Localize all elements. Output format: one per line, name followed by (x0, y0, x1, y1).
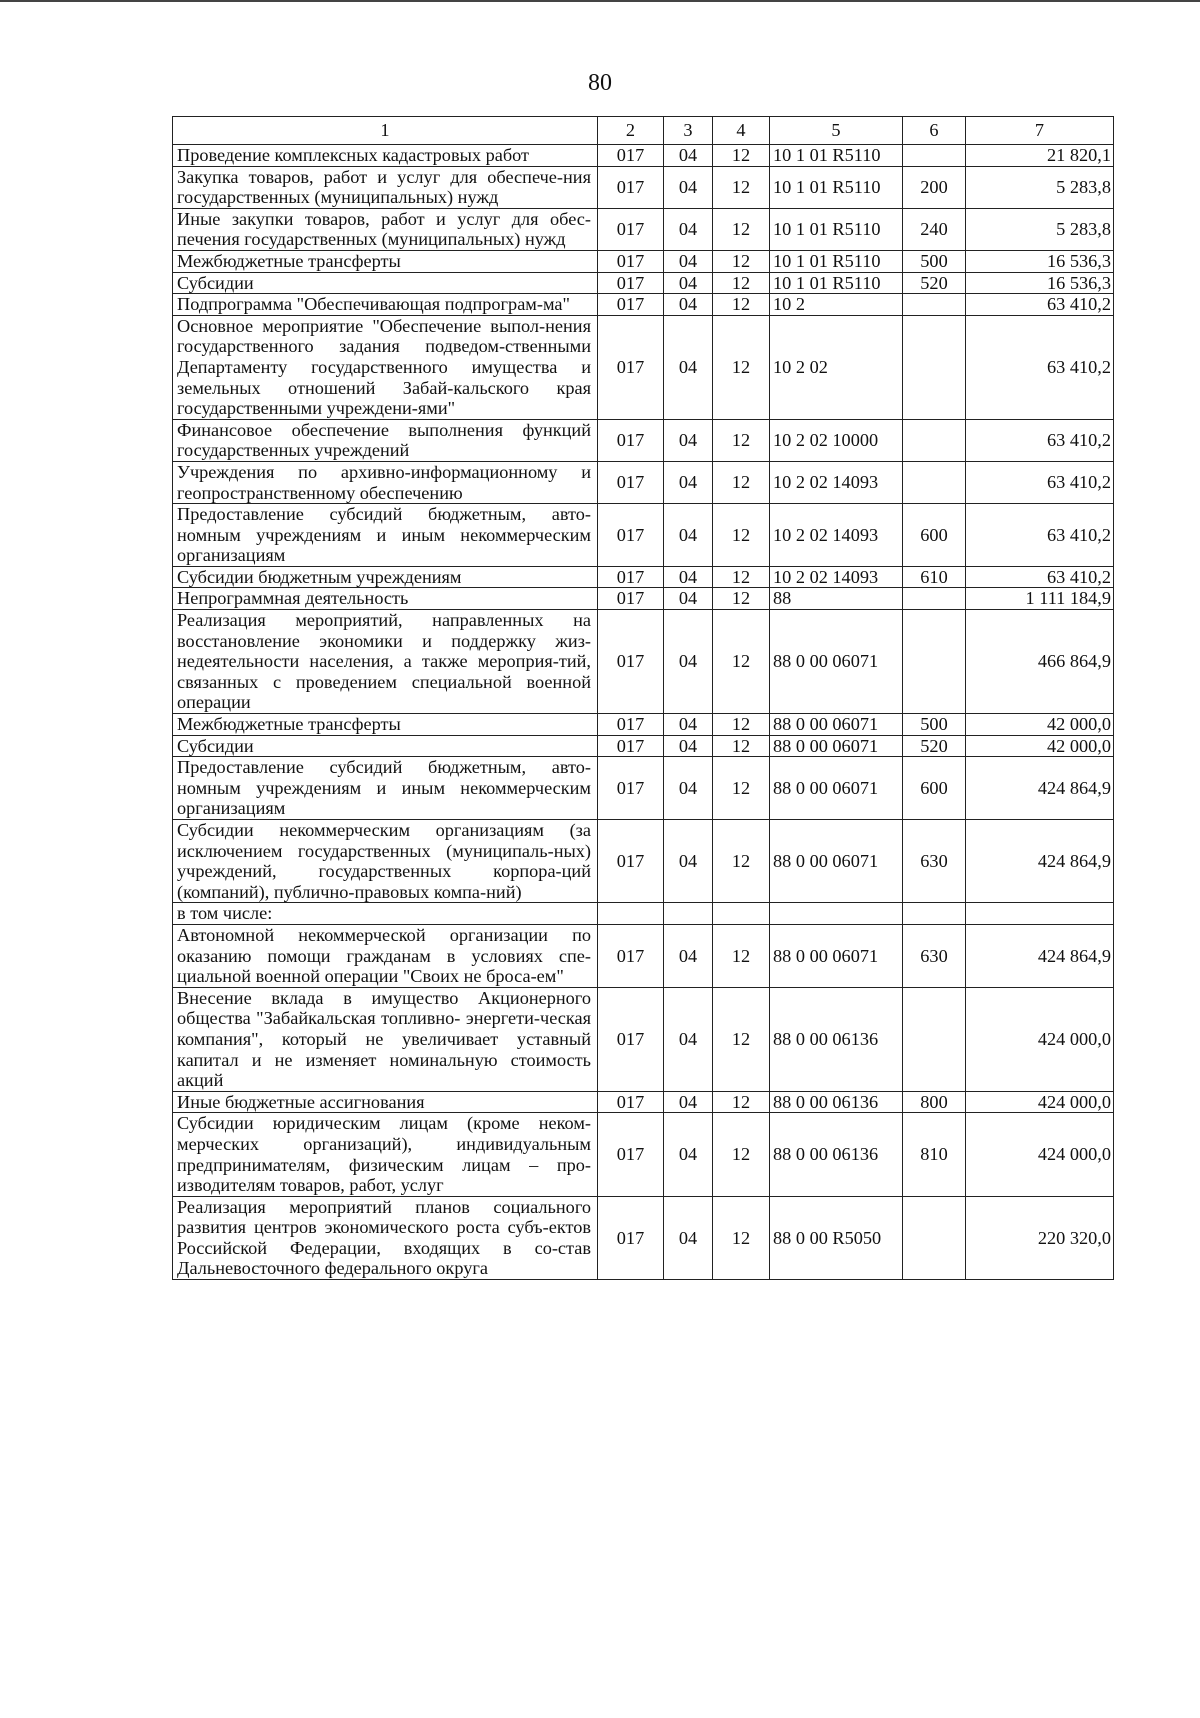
cell-col-5: 88 0 00 06071 (770, 757, 903, 820)
cell-col-4: 12 (713, 714, 770, 736)
cell-col-6: 630 (903, 820, 966, 903)
cell-name: Автономной некоммерческой организации по оказанию помощи гражданам в условиях спе-циальной военной операции "Своих не броса-ем" (173, 924, 598, 987)
cell-col-7: 1 111 184,9 (966, 588, 1114, 610)
cell-col-3: 04 (664, 166, 713, 208)
cell-col-6 (903, 610, 966, 714)
cell-col-6: 600 (903, 504, 966, 567)
table-row (173, 757, 1114, 820)
cell-col-2: 017 (598, 504, 664, 567)
cell-col-2: 017 (598, 250, 664, 272)
cell-col-2: 017 (598, 987, 664, 1091)
cell-name: Межбюджетные трансферты (173, 250, 598, 272)
cell-col-4: 12 (713, 145, 770, 167)
table-row (173, 208, 1114, 250)
cell-col-6: 810 (903, 1113, 966, 1196)
cell-col-2: 017 (598, 735, 664, 757)
table-row (173, 250, 1114, 272)
cell-col-6: 630 (903, 924, 966, 987)
cell-col-2: 017 (598, 1091, 664, 1113)
cell-col-4: 12 (713, 757, 770, 820)
cell-col-6: 520 (903, 735, 966, 757)
header-col-2: 2 (598, 117, 664, 145)
cell-col-5: 10 2 02 14093 (770, 504, 903, 567)
table-row (173, 1091, 1114, 1113)
cell-col-3: 04 (664, 461, 713, 503)
cell-col-6 (903, 987, 966, 1091)
cell-col-4: 12 (713, 566, 770, 588)
cell-name: Основное мероприятие "Обеспечение выпол-нения государственного задания подведом-ственными Департаменту государственного имущества и земельных отношений Забай-кальского края государственными учреждени-ями" (173, 315, 598, 419)
cell-col-7: 63 410,2 (966, 566, 1114, 588)
cell-col-2: 017 (598, 820, 664, 903)
cell-col-4: 12 (713, 315, 770, 419)
cell-name: Внесение вклада в имущество Акционерного общества "Забайкальская топливно- энергети-ческая компания", который не увеличивает уставный капитал и не изменяет номинальную стоимость акций (173, 987, 598, 1091)
cell-col-7: 21 820,1 (966, 145, 1114, 167)
cell-col-6: 200 (903, 166, 966, 208)
cell-col-4: 12 (713, 461, 770, 503)
table-row (173, 315, 1114, 419)
cell-col-5: 10 2 02 10000 (770, 419, 903, 461)
cell-col-4: 12 (713, 504, 770, 567)
budget-table (172, 116, 1114, 1280)
cell-col-3: 04 (664, 1196, 713, 1279)
cell-col-4: 12 (713, 924, 770, 987)
cell-name: Проведение комплексных кадастровых работ (173, 145, 598, 167)
cell-col-5: 88 (770, 588, 903, 610)
cell-col-2: 017 (598, 714, 664, 736)
cell-col-5: 10 1 01 R5110 (770, 145, 903, 167)
table-row (173, 735, 1114, 757)
table-row (173, 272, 1114, 294)
cell-col-5: 88 0 00 06071 (770, 714, 903, 736)
cell-col-3: 04 (664, 1091, 713, 1113)
cell-col-3: 04 (664, 924, 713, 987)
table-row (173, 924, 1114, 987)
cell-col-3: 04 (664, 419, 713, 461)
cell-name: Непрограммная деятельность (173, 588, 598, 610)
cell-col-4: 12 (713, 166, 770, 208)
cell-col-2: 017 (598, 461, 664, 503)
cell-col-7: 5 283,8 (966, 208, 1114, 250)
cell-name: Межбюджетные трансферты (173, 714, 598, 736)
cell-col-2: 017 (598, 1196, 664, 1279)
cell-col-4: 12 (713, 588, 770, 610)
table-row (173, 419, 1114, 461)
cell-col-5: 10 2 (770, 294, 903, 316)
header-col-4: 4 (713, 117, 770, 145)
cell-col-6 (903, 588, 966, 610)
header-col-7: 7 (966, 117, 1114, 145)
cell-col-4 (713, 903, 770, 925)
cell-col-3: 04 (664, 294, 713, 316)
cell-col-5: 88 0 00 06136 (770, 1091, 903, 1113)
cell-col-6: 240 (903, 208, 966, 250)
cell-col-2: 017 (598, 588, 664, 610)
cell-col-7: 424 864,9 (966, 924, 1114, 987)
cell-col-4: 12 (713, 250, 770, 272)
cell-col-6: 520 (903, 272, 966, 294)
cell-col-2: 017 (598, 272, 664, 294)
cell-col-4: 12 (713, 1196, 770, 1279)
cell-col-4: 12 (713, 419, 770, 461)
cell-col-4: 12 (713, 272, 770, 294)
cell-col-5 (770, 903, 903, 925)
cell-name: Иные бюджетные ассигнования (173, 1091, 598, 1113)
cell-col-4: 12 (713, 1113, 770, 1196)
cell-col-5: 88 0 00 06071 (770, 820, 903, 903)
cell-col-5: 88 0 00 06071 (770, 735, 903, 757)
header-row (173, 117, 1114, 145)
cell-col-6 (903, 294, 966, 316)
cell-col-3: 04 (664, 145, 713, 167)
cell-col-3: 04 (664, 588, 713, 610)
cell-col-5: 88 0 00 06136 (770, 987, 903, 1091)
cell-name: в том числе: (173, 903, 598, 925)
cell-col-4: 12 (713, 610, 770, 714)
cell-col-7: 63 410,2 (966, 315, 1114, 419)
cell-col-2: 017 (598, 419, 664, 461)
cell-col-6: 800 (903, 1091, 966, 1113)
cell-col-3: 04 (664, 714, 713, 736)
cell-col-4: 12 (713, 987, 770, 1091)
cell-col-6 (903, 419, 966, 461)
cell-col-5: 88 0 00 06071 (770, 924, 903, 987)
cell-col-3: 04 (664, 250, 713, 272)
cell-name: Субсидии (173, 272, 598, 294)
cell-col-7: 63 410,2 (966, 461, 1114, 503)
cell-col-4: 12 (713, 208, 770, 250)
cell-col-2: 017 (598, 294, 664, 316)
cell-name: Учреждения по архивно-информационному и геопространственному обеспечению (173, 461, 598, 503)
cell-col-3: 04 (664, 504, 713, 567)
cell-col-3: 04 (664, 735, 713, 757)
cell-col-5: 10 2 02 14093 (770, 566, 903, 588)
table-row (173, 903, 1114, 925)
cell-col-3: 04 (664, 987, 713, 1091)
cell-col-7: 42 000,0 (966, 714, 1114, 736)
cell-col-3: 04 (664, 208, 713, 250)
cell-col-7: 424 000,0 (966, 1091, 1114, 1113)
header-col-5: 5 (770, 117, 903, 145)
cell-name: Субсидии юридическим лицам (кроме неком-мерческих организаций), индивидуальным предпринимателям, физическим лицам – про-изводителям товаров, работ, услуг (173, 1113, 598, 1196)
cell-col-2: 017 (598, 166, 664, 208)
table-row (173, 294, 1114, 316)
cell-col-5: 10 1 01 R5110 (770, 250, 903, 272)
cell-col-7: 42 000,0 (966, 735, 1114, 757)
cell-name: Субсидии некоммерческим организациям (за исключением государственных (муниципаль-ных) учреждений, государственных корпора-ций (компаний), публично-правовых компа-ний) (173, 820, 598, 903)
cell-col-2: 017 (598, 208, 664, 250)
cell-col-5: 10 1 01 R5110 (770, 166, 903, 208)
cell-col-5: 10 1 01 R5110 (770, 272, 903, 294)
cell-col-2: 017 (598, 757, 664, 820)
cell-name: Закупка товаров, работ и услуг для обеспече-ния государственных (муниципальных) нужд (173, 166, 598, 208)
cell-col-7: 16 536,3 (966, 250, 1114, 272)
table-row (173, 566, 1114, 588)
cell-col-7: 220 320,0 (966, 1196, 1114, 1279)
cell-col-2 (598, 903, 664, 925)
cell-col-6 (903, 315, 966, 419)
table-row (173, 610, 1114, 714)
cell-col-6 (903, 1196, 966, 1279)
cell-col-6 (903, 903, 966, 925)
cell-col-7: 63 410,2 (966, 504, 1114, 567)
cell-col-6 (903, 145, 966, 167)
table-body (173, 145, 1114, 1280)
cell-col-2: 017 (598, 315, 664, 419)
cell-name: Субсидии (173, 735, 598, 757)
table-row (173, 145, 1114, 167)
cell-col-6: 500 (903, 250, 966, 272)
cell-col-3 (664, 903, 713, 925)
cell-name: Субсидии бюджетным учреждениям (173, 566, 598, 588)
cell-name: Реализация мероприятий, направленных на восстановление экономики и поддержку жиз-недеятельности населения, а также мероприя-тий, связанных с проведением специальной военной операции (173, 610, 598, 714)
cell-col-7: 63 410,2 (966, 419, 1114, 461)
header-col-3: 3 (664, 117, 713, 145)
cell-col-7: 424 000,0 (966, 1113, 1114, 1196)
table-row (173, 166, 1114, 208)
cell-col-2: 017 (598, 924, 664, 987)
cell-col-3: 04 (664, 272, 713, 294)
cell-col-3: 04 (664, 757, 713, 820)
cell-name: Иные закупки товаров, работ и услуг для обес-печения государственных (муниципальных) нужд (173, 208, 598, 250)
cell-col-7 (966, 903, 1114, 925)
cell-col-5: 10 2 02 (770, 315, 903, 419)
table-row (173, 714, 1114, 736)
cell-col-7: 424 000,0 (966, 987, 1114, 1091)
cell-col-2: 017 (598, 1113, 664, 1196)
table-row (173, 1196, 1114, 1279)
cell-col-3: 04 (664, 315, 713, 419)
cell-col-4: 12 (713, 1091, 770, 1113)
cell-col-5: 88 0 00 06071 (770, 610, 903, 714)
table-row (173, 1113, 1114, 1196)
cell-col-6: 610 (903, 566, 966, 588)
cell-col-2: 017 (598, 610, 664, 714)
cell-col-7: 466 864,9 (966, 610, 1114, 714)
table-row (173, 461, 1114, 503)
cell-col-4: 12 (713, 735, 770, 757)
cell-col-5: 10 2 02 14093 (770, 461, 903, 503)
table-row (173, 820, 1114, 903)
cell-col-3: 04 (664, 820, 713, 903)
cell-name: Предоставление субсидий бюджетным, авто-номным учреждениям и иным некоммерческим организациям (173, 757, 598, 820)
cell-col-7: 424 864,9 (966, 820, 1114, 903)
table-row (173, 987, 1114, 1091)
header-col-1: 1 (173, 117, 598, 145)
cell-col-3: 04 (664, 1113, 713, 1196)
cell-col-7: 5 283,8 (966, 166, 1114, 208)
cell-col-7: 424 864,9 (966, 757, 1114, 820)
cell-col-5: 88 0 00 06136 (770, 1113, 903, 1196)
cell-name: Предоставление субсидий бюджетным, авто-номным учреждениям и иным некоммерческим организациям (173, 504, 598, 567)
cell-col-4: 12 (713, 820, 770, 903)
table-row (173, 504, 1114, 567)
cell-col-3: 04 (664, 610, 713, 714)
header-col-6: 6 (903, 117, 966, 145)
cell-col-6 (903, 461, 966, 503)
cell-col-2: 017 (598, 566, 664, 588)
cell-col-7: 63 410,2 (966, 294, 1114, 316)
cell-col-6: 500 (903, 714, 966, 736)
cell-name: Подпрограмма "Обеспечивающая подпрограм-ма" (173, 294, 598, 316)
cell-name: Финансовое обеспечение выполнения функций государственных учреждений (173, 419, 598, 461)
cell-col-2: 017 (598, 145, 664, 167)
cell-col-5: 10 1 01 R5110 (770, 208, 903, 250)
cell-name: Реализация мероприятий планов социального развития центров экономического роста субъ-ектов Российской Федерации, входящих в со-став Дальневосточного федерального округа (173, 1196, 598, 1279)
cell-col-3: 04 (664, 566, 713, 588)
table-row (173, 588, 1114, 610)
cell-col-6: 600 (903, 757, 966, 820)
scan-edge-line (0, 0, 1200, 2)
cell-col-5: 88 0 00 R5050 (770, 1196, 903, 1279)
cell-col-7: 16 536,3 (966, 272, 1114, 294)
page-number: 80 (588, 70, 612, 96)
cell-col-4: 12 (713, 294, 770, 316)
